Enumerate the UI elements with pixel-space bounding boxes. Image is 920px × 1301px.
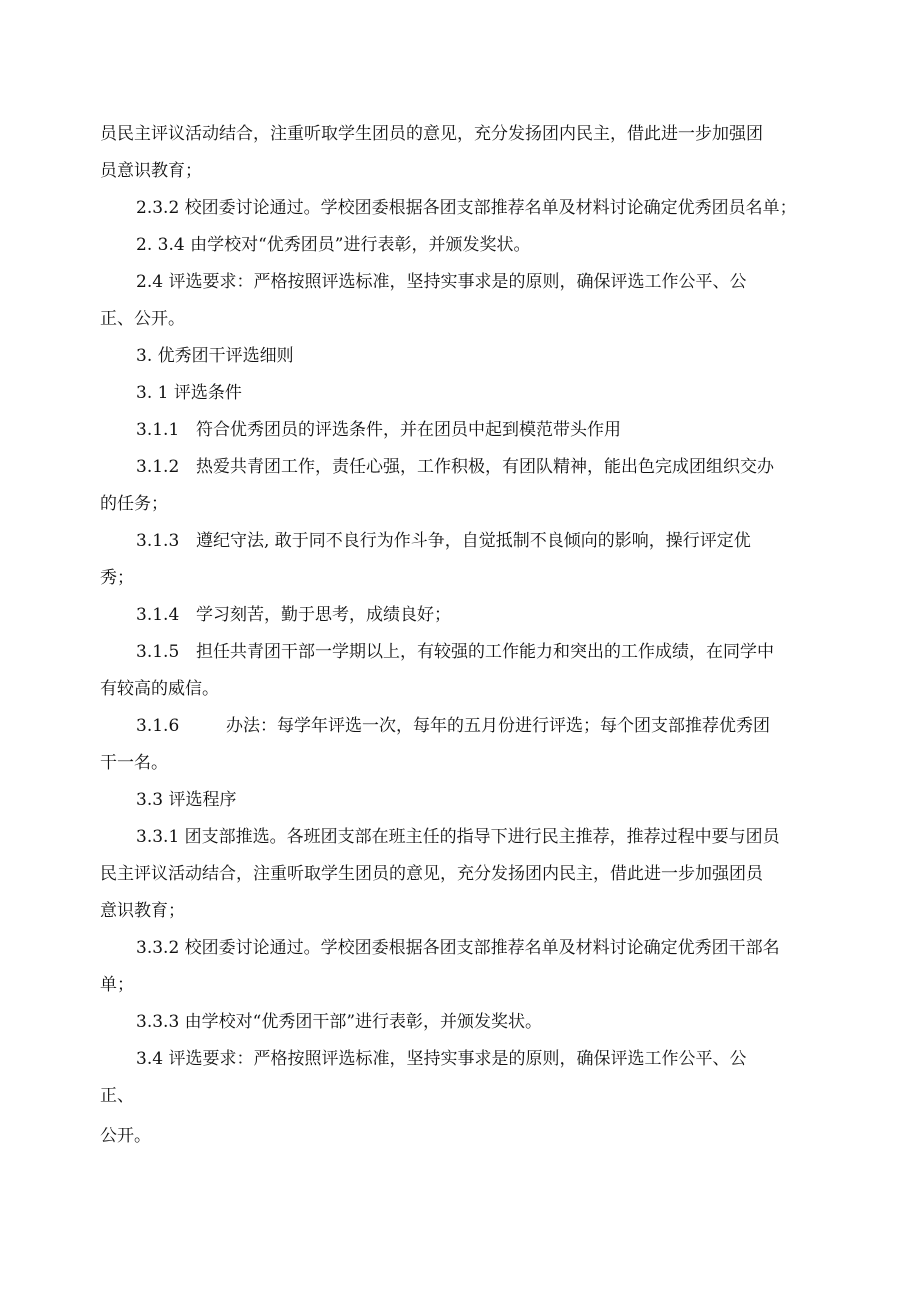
item-text: 学习刻苦，勤于思考，成绩良好；: [196, 605, 451, 625]
paragraph-line: 2.3.2 校团委讨论通过。学校团委根据各团支部推荐名单及材料讨论确定优秀团员名单；: [136, 198, 797, 218]
list-item: [136, 530, 751, 552]
paragraph-line: 正、: [100, 1086, 134, 1106]
item-number: 3.1.6: [136, 716, 180, 736]
item-number: 3.1.1: [136, 420, 180, 440]
item-number: 3.1.5: [136, 642, 180, 662]
list-item: [136, 419, 621, 441]
section-heading: 3. 优秀团干评选细则: [136, 346, 294, 366]
item-text: 遵纪守法, 敢于同不良行为作斗争，自觉抵制不良倾向的影响，操行评定优: [196, 531, 751, 551]
paragraph-line: 单；: [100, 975, 134, 995]
paragraph-line: 有较高的威信。: [100, 679, 219, 699]
list-item: [136, 715, 770, 737]
item-text: 担任共青团干部一学期以上，有较强的工作能力和突出的工作成绩，在同学中: [196, 642, 774, 662]
item-number: 3.1.3: [136, 531, 180, 551]
paragraph-line: 2.4 评选要求：严格按照评选标准，坚持实事求是的原则，确保评选工作公平、公: [136, 272, 747, 292]
subsection-heading: 3. 1 评选条件: [136, 383, 242, 403]
item-number: 3.1.2: [136, 457, 180, 477]
paragraph-line: 3.3.1 团支部推选。各班团支部在班主任的指导下进行民主推荐，推荐过程中要与团员: [136, 827, 780, 847]
paragraph-line: 员民主评议活动结合，注重听取学生团员的意见，充分发扬团内民主，借此进一步加强团: [100, 124, 763, 144]
list-item: [136, 456, 774, 478]
list-item: [136, 641, 774, 663]
paragraph-line: 的任务；: [100, 494, 168, 514]
list-item: [136, 604, 451, 626]
item-number: 3.1.4: [136, 605, 180, 625]
paragraph-line: 民主评议活动结合，注重听取学生团员的意见，充分发扬团内民主，借此进一步加强团员: [100, 864, 763, 884]
paragraph-line: 2. 3.4 由学校对“优秀团员”进行表彰，并颁发奖状。: [136, 235, 531, 255]
item-text: 热爱共青团工作，责任心强，工作积极，有团队精神，能出色完成团组织交办: [196, 457, 774, 477]
subsection-heading: 3.3 评选程序: [136, 790, 237, 810]
paragraph-line: 正、公开。: [100, 309, 185, 329]
paragraph-line: 秀；: [100, 568, 134, 588]
item-text: 办法：每学年评选一次，每年的五月份进行评选；每个团支部推荐优秀团: [226, 716, 770, 736]
paragraph-line: 3.3.2 校团委讨论通过。学校团委根据各团支部推荐名单及材料讨论确定优秀团干部名: [136, 938, 780, 958]
paragraph-line: 公开。: [100, 1126, 151, 1146]
paragraph-line: 意识教育；: [100, 901, 185, 921]
paragraph-line: 干一名。: [100, 753, 168, 773]
paragraph-line: 3.4 评选要求：严格按照评选标准，坚持实事求是的原则，确保评选工作公平、公: [136, 1049, 747, 1069]
paragraph-line: 员意识教育；: [100, 161, 202, 181]
paragraph-line: 3.3.3 由学校对“优秀团干部”进行表彰，并颁发奖状。: [136, 1012, 543, 1032]
item-text: 符合优秀团员的评选条件，并在团员中起到模范带头作用: [196, 420, 621, 440]
